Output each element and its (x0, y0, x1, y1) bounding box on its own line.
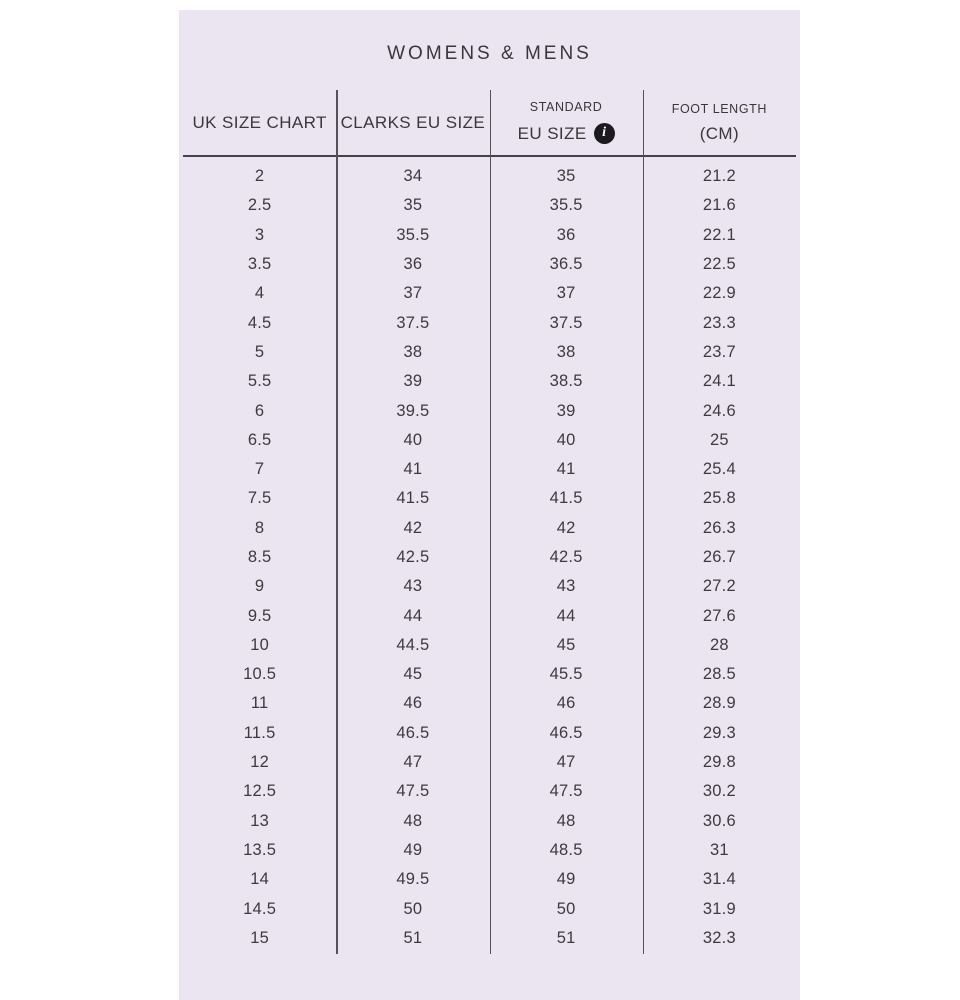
table-cell: 15 (250, 928, 269, 947)
table-cell: 38.5 (549, 372, 583, 391)
table-cell: 2.5 (247, 196, 272, 215)
table-cell: 34 (403, 167, 423, 186)
table-cell: 28.9 (702, 694, 736, 713)
table-cell: 21.6 (702, 196, 736, 215)
table-cell: 50 (403, 899, 423, 918)
table-cell: 24.1 (702, 372, 736, 391)
table-cell: 9.5 (247, 606, 272, 625)
table-cell: 7 (254, 460, 265, 479)
table-cell: 36 (556, 225, 576, 244)
table-cell: 3.5 (247, 255, 272, 274)
column-header-label: STANDARD (529, 100, 603, 115)
table-cell: 27.2 (702, 577, 736, 596)
table-cell: 48 (403, 811, 423, 830)
table-cell: 43 (556, 577, 576, 596)
table-cell: 2 (254, 167, 265, 186)
table-cell: 42 (403, 518, 423, 537)
table-cell: 41.5 (549, 489, 583, 508)
table-cell: 29.3 (702, 723, 736, 742)
table-cell: 44 (403, 606, 423, 625)
table-cell: 46.5 (549, 723, 583, 742)
table-cell: 37.5 (396, 313, 430, 332)
table-cell: 28 (709, 635, 729, 654)
column-header-label: CLARKS EU SIZE (340, 113, 486, 132)
table-cell: 41.5 (396, 489, 430, 508)
size-table (183, 90, 796, 954)
table-cell: 22.1 (702, 225, 736, 244)
table-cell: 11.5 (243, 723, 276, 742)
table-cell: 37 (403, 284, 423, 303)
table-cell: 26.3 (702, 518, 736, 537)
table-cell: 12 (250, 753, 269, 772)
table-cell: 10.5 (243, 665, 277, 684)
table-cell: 6 (254, 401, 265, 420)
table-cell: 51 (403, 928, 423, 947)
table-cell: 35 (403, 196, 423, 215)
table-cell: 49 (403, 840, 423, 859)
table-cell: 26.7 (702, 548, 736, 566)
column-header-foot-length (643, 90, 796, 155)
table-cell: 46.5 (396, 723, 430, 742)
column-divider (490, 90, 492, 954)
table-cell: 49.5 (396, 870, 430, 889)
table-cell: 47 (556, 753, 576, 772)
table-cell: 8 (254, 518, 265, 537)
table-cell: 42.5 (396, 548, 430, 566)
table-cell: 21.2 (702, 167, 736, 186)
size-chart-panel (179, 10, 800, 1000)
size-chart-title: WOMENS & MENS (387, 43, 592, 64)
table-cell: 22.9 (702, 284, 736, 303)
table-cell: 41 (556, 460, 576, 479)
table-cell: 6.5 (247, 430, 272, 449)
table-cell: 35.5 (549, 196, 583, 215)
table-cell: 7.5 (247, 489, 272, 508)
column-divider (643, 90, 645, 954)
table-cell: 40 (556, 430, 576, 449)
column-header-uk-size (183, 90, 336, 155)
table-cell: 10 (250, 635, 269, 654)
table-cell: 47.5 (396, 782, 430, 801)
table-cell: 3 (254, 225, 265, 244)
table-cell: 45.5 (549, 665, 583, 684)
table-cell: 47.5 (549, 782, 583, 801)
table-cell: 47 (403, 753, 423, 772)
table-cell: 30.2 (702, 782, 736, 801)
column-divider (336, 90, 338, 954)
table-cell: 4 (254, 284, 265, 303)
table-cell: 9 (254, 577, 265, 596)
column-header-label: (CM) (699, 123, 740, 143)
table-cell: 22.5 (702, 255, 736, 274)
table-cell: 39 (556, 401, 576, 420)
table-cell: 23.3 (702, 313, 736, 332)
table-cell: 25 (709, 430, 729, 449)
table-cell: 44 (556, 606, 576, 625)
table-cell: 39.5 (396, 401, 430, 420)
table-cell: 4.5 (247, 313, 272, 332)
table-cell: 5 (254, 342, 265, 361)
table-cell: 23.7 (702, 342, 736, 361)
table-cell: 13 (250, 811, 269, 830)
table-cell: 27.6 (702, 606, 736, 625)
table-cell: 49 (556, 870, 576, 889)
table-cell: 50 (556, 899, 576, 918)
table-cell: 40 (403, 430, 423, 449)
column-header-clarks-eu-size (336, 90, 489, 155)
table-cell: 46 (556, 694, 576, 713)
table-cell: 45 (556, 635, 576, 654)
table-cell: 38 (556, 342, 576, 361)
table-cell: 48.5 (549, 840, 583, 859)
info-icon[interactable]: i (594, 123, 615, 144)
table-cell: 11 (250, 694, 269, 713)
table-cell: 43 (403, 577, 423, 596)
table-cell: 35.5 (396, 225, 430, 244)
table-cell: 31.4 (702, 870, 736, 889)
table-cell: 12.5 (243, 782, 277, 801)
table-cell: 38 (403, 342, 423, 361)
table-cell: 8.5 (247, 548, 272, 566)
table-cell: 51 (556, 928, 576, 947)
table-cell: 39 (403, 372, 423, 391)
table-cell: 41 (403, 460, 423, 479)
table-cell: 29.8 (702, 753, 736, 772)
column-header-label: EU SIZE (517, 123, 587, 143)
column-header-standard-eu-size (490, 90, 643, 155)
column-header-label: FOOT LENGTH (671, 102, 768, 117)
table-cell: 45 (403, 665, 423, 684)
table-cell: 42 (556, 518, 576, 537)
table-cell: 32.3 (702, 928, 736, 947)
column-header-label: UK SIZE CHART (192, 113, 327, 132)
table-cell: 14 (250, 870, 269, 889)
table-cell: 13.5 (243, 840, 277, 859)
table-cell: 30.6 (702, 811, 736, 830)
table-cell: 5.5 (247, 372, 272, 391)
table-cell: 28.5 (702, 665, 736, 684)
table-cell: 48 (556, 811, 576, 830)
table-cell: 42.5 (549, 548, 583, 566)
table-cell: 14.5 (243, 899, 277, 918)
table-cell: 36 (403, 255, 423, 274)
table-cell: 46 (403, 694, 423, 713)
table-cell: 24.6 (702, 401, 736, 420)
table-cell: 35 (556, 167, 576, 186)
table-cell: 36.5 (549, 255, 583, 274)
table-cell: 31.9 (702, 899, 736, 918)
table-cell: 31 (709, 840, 729, 859)
table-cell: 25.4 (702, 460, 736, 479)
table-cell: 37 (556, 284, 576, 303)
table-cell: 37.5 (549, 313, 583, 332)
table-cell: 25.8 (702, 489, 736, 508)
table-cell: 44.5 (396, 635, 430, 654)
